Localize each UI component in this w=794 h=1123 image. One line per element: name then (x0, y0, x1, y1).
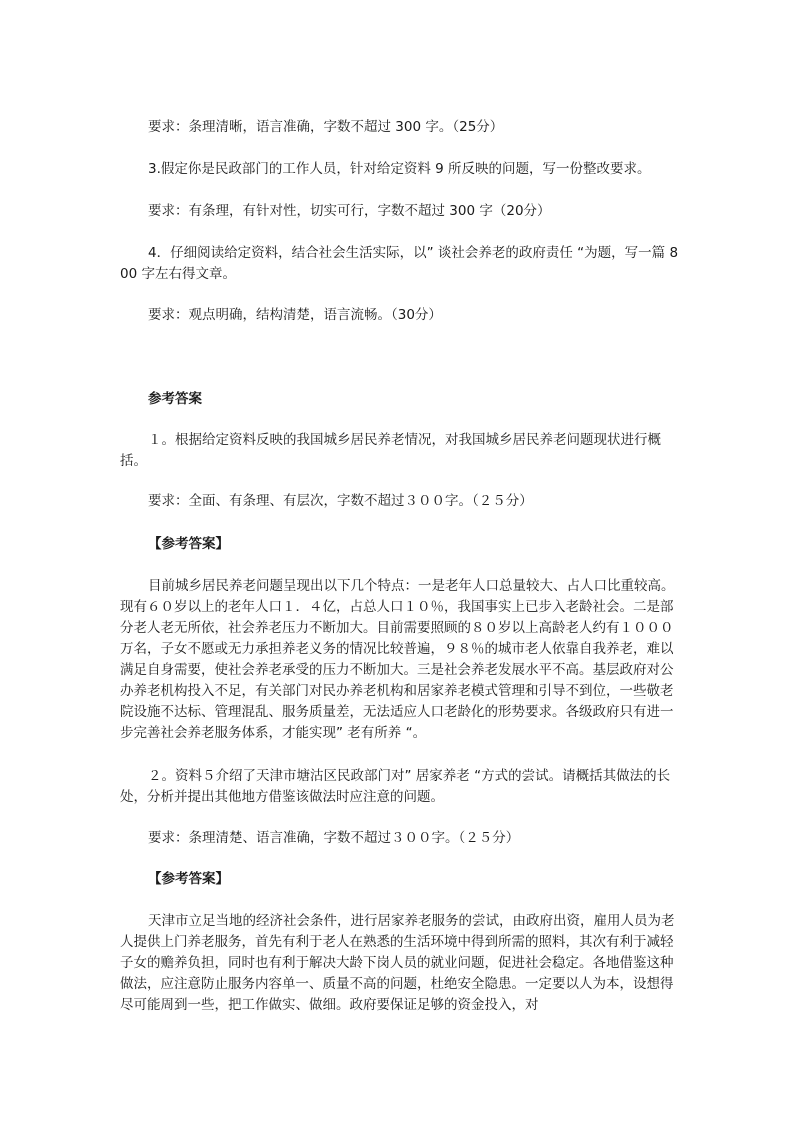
question-3: 3.假定你是民政部门的工作人员，针对给定资料 9 所反映的问题，写一份整改要求。 (148, 161, 651, 177)
answer-1-label: 【参考答案】 (148, 536, 229, 552)
requirement-q3-text: 要求：有条理，有针对性，切实可行，字数不超过 300 字（20分） (148, 203, 551, 219)
requirement-q4-text: 要求：观点明确，结构清楚，语言流畅。（30分） (148, 307, 442, 323)
answer-2-question: ２。资料５介绍了天津市塘沽区民政部门对” 居家养老 “方式的尝试。请概括其做法的长处，分析并提出其他地方借鉴该做法时应注意的问题。 (120, 768, 671, 805)
answer-1-requirement: 要求：全面、有条理、有层次，字数不超过３００字。（２５分） (148, 493, 533, 509)
requirement-q2-text: 要求：条理清晰，语言准确，字数不超过 300 字。（25分） (148, 119, 504, 135)
answer-2-label: 【参考答案】 (148, 871, 229, 887)
answer-2-requirement: 要求：条理清楚、语言准确，字数不超过３００字。（２５分） (148, 830, 520, 846)
answer-1-body: 目前城乡居民养老问题呈现出以下几个特点：一是老年人口总量较大、占人口比重较高。现有６０岁以上的老年人口１．４亿，占总人口１０％，我国事实上已步入老龄社会。二是部分老人老无所依，社会养老压力不断加大。目前需要照顾的８０岁以上高龄老人约有１０００万名，子女不愿或无力承担养老义务的情况比较普遍，９８％的城市老人依靠自我养老，难以满足自身需要，使社会养老承受的压力不断加大。三是社会养老发展水平不高。基层政府对公办养老机构投入不足，有关部门对民办养老机构和居家养老模式管理和引导不到位，一些敬老院设施不达标、管理混乱、服务质量差，无法适应人口老龄化的形势要求。各级政府只有进一步完善社会养老服务体系，才能实现” 老有所养 “。 (120, 578, 675, 741)
answer-2-body: 天津市立足当地的经济社会条件，进行居家养老服务的尝试，由政府出资，雇用人员为老人提供上门养老服务，首先有利于老人在熟悉的生活环境中得到所需的照料，其次有利于减轻子女的赡养负担，同时也有利于解决大龄下岗人员的就业问题，促进社会稳定。各地借鉴这种做法，应注意防止服务内容单一、质量不高的问题，杜绝安全隐患。一定要以人为本，设想得尽可能周到一些，把工作做实、做细。政府要保证足够的资金投入，对 (120, 913, 675, 1013)
question-4: 4．仔细阅读给定资料，结合社会生活实际，以” 谈社会养老的政府责任 “为题，写一篇 800 字左右得文章。 (120, 245, 679, 282)
reference-answers-heading: 参考答案 (148, 391, 202, 407)
answer-1-question: １。根据给定资料反映的我国城乡居民养老情况，对我国城乡居民养老问题现状进行概括。 (120, 432, 661, 469)
